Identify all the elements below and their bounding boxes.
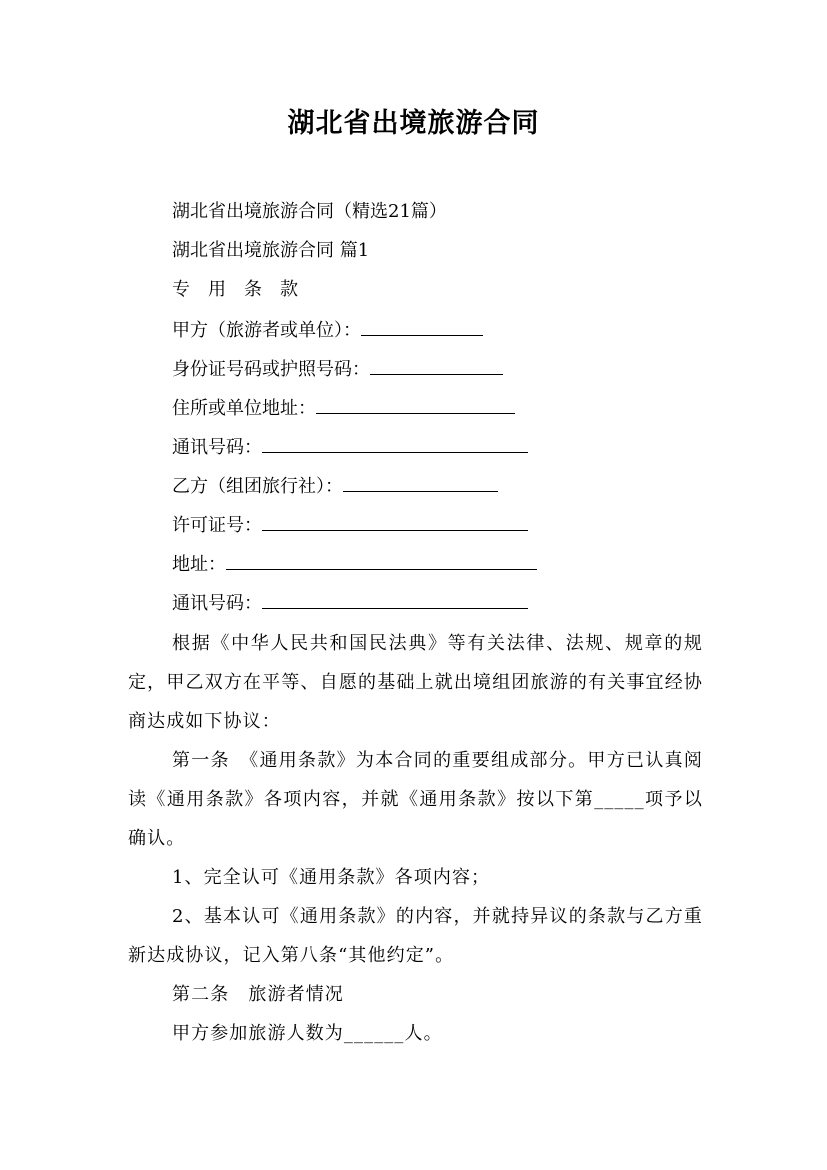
field-label: 通讯号码： [172, 593, 262, 614]
party-b-blank [343, 471, 498, 492]
section-heading: 专 用 条 款 [172, 279, 298, 300]
field-label: 通讯号码： [172, 437, 262, 458]
party-a-blank [361, 315, 483, 336]
phone-a-blank [262, 432, 528, 453]
document-title: 湖北省出境旅游合同 [287, 108, 540, 139]
paragraph-option-1: 1、完全认可《通用条款》各项内容； [172, 867, 491, 888]
paragraph-article-2: 第二条 旅游者情况 [172, 984, 344, 1005]
license-field [172, 510, 528, 540]
address-b-field [172, 549, 537, 579]
phone-b-blank [262, 588, 528, 609]
document-subtitle: 湖北省出境旅游合同（精选21篇） [172, 201, 447, 222]
field-label: 许可证号： [172, 515, 262, 536]
paragraph-option-2: 2、基本认可《通用条款》的内容，并就持异议的条款与乙方重新达成协议，记入第八条“其他约定”。 [128, 906, 703, 966]
id-number-field [172, 354, 503, 384]
field-label: 住所或单位地址： [172, 398, 316, 419]
paragraph-intro: 根据《中华人民共和国民法典》等有关法律、法规、规章的规定，甲乙双方在平等、自愿的基础上就出境组团旅游的有关事宜经协商达成如下协议： [128, 633, 703, 732]
address-blank [316, 393, 515, 414]
license-blank [262, 510, 528, 531]
field-label: 甲方（旅游者或单位）： [172, 320, 361, 341]
paragraph-traveler-count: 甲方参加旅游人数为______人。 [172, 1023, 443, 1044]
phone-a-field [172, 432, 528, 462]
field-label: 乙方（组团旅行社）： [172, 476, 343, 497]
field-label: 身份证号码或护照号码： [172, 359, 370, 380]
id-number-blank [370, 354, 503, 375]
field-label: 地址： [172, 554, 226, 575]
phone-b-field [172, 588, 528, 618]
address-field [172, 393, 515, 423]
paragraph-article-1: 第一条 《通用条款》为本合同的重要组成部分。甲方已认真阅读《通用条款》各项内容，并就《通用条款》按以下第_____项予以确认。 [128, 750, 703, 849]
party-b-field [172, 471, 498, 501]
chapter-heading: 湖北省出境旅游合同 篇1 [172, 240, 370, 261]
party-a-field [172, 315, 483, 345]
address-b-blank [226, 549, 537, 570]
